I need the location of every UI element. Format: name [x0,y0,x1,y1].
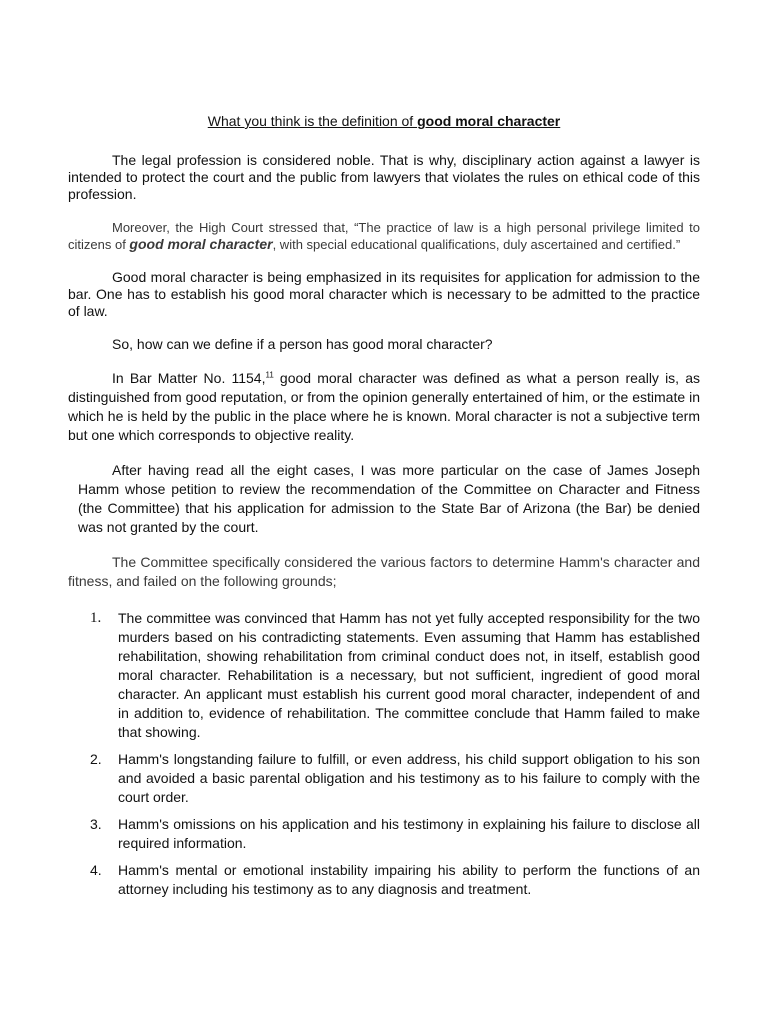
list-item-text: Hamm's mental or emotional instability impairing his ability to perform the functions of an attorney including his testimony as to any diagnosis and treatment. [118,862,700,897]
grounds-list [68,609,700,899]
list-item [68,609,700,742]
quote-emphasis: good moral character [129,236,273,252]
list-item [68,861,700,899]
paragraph-committee-grounds: The Committee specifically considered the various factors to determine Hamm's character and fitness, and failed on the following grounds; [68,554,700,589]
list-item [68,815,700,853]
title-prefix: What you think is the definition of [207,113,418,129]
bar-matter-before: In Bar Matter No. 1154, [112,370,266,386]
list-item-number: 2. [90,751,102,767]
document-title [68,112,700,130]
list-item-text: The committee was convinced that Hamm has not yet fully accepted responsibility for the two murders based on his contradicting statements. Even assuming that Hamm has established rehabilitation, showing rehabilitation from criminal conduct does not, in itself, establish good moral character. Rehabilitation is a necessary, but not sufficient, ingredient of good moral character. An applicant must establish his current good moral character, independent of and in addition to, evidence of rehabilitation. The committee conclude that Hamm failed to make that showing. [118,610,700,740]
list-item-text: Hamm's longstanding failure to fulfill, or even address, his child support obligation to his son and avoided a basic parental obligation and his testimony as to his failure to comply with the court order. [118,751,700,805]
paragraph-question: So, how can we define if a person has good moral character? [112,336,493,352]
paragraph-requisites: Good moral character is being emphasized in its requisites for application for admission to the bar. One has to establish his good moral character which is necessary to be admitted to the practice of law. [68,269,700,319]
paragraph-noble-profession: The legal profession is considered noble. That is why, disciplinary action against a lawyer is intended to protect the court and the public from lawyers that violates the rules on ethical code of this profession. [68,152,700,202]
bar-matter-after: good moral character was defined as what a person really is, as distinguished from good reputation, or from the opinion generally entertained of him, or the estimate in which he is held by the public in the place where he is known. Moral character is not a subjective term but one which corresponds to objective reality. [68,370,700,443]
footnote-marker: 11 [265,370,274,380]
paragraph-hamm-case: After having read all the eight cases, I was more particular on the case of James Joseph Hamm whose petition to review the recommendation of the Committee on Character and Fitness (the Committee) that his application for admission to the State Bar of Arizona (the Bar) be denied was not granted by the court. [78,462,700,535]
quote-before: Moreover, the High Court stressed that, “The practice of law is a high personal privilege limited to citizens of [68,220,700,252]
quote-after: , with special educational qualifications, duly ascertained and certified.” [272,237,681,252]
list-item [68,750,700,807]
paragraph-high-court-quote [68,219,700,253]
list-item-number: 1. [90,610,102,626]
title-emphasis: good moral character [417,113,561,129]
list-item-text: Hamm's omissions on his application and his testimony in explaining his failure to disclose all required information. [118,816,700,851]
list-item-number: 3. [90,816,102,832]
document-page [68,112,700,907]
paragraph-bar-matter [68,369,700,445]
list-item-number: 4. [90,862,102,878]
